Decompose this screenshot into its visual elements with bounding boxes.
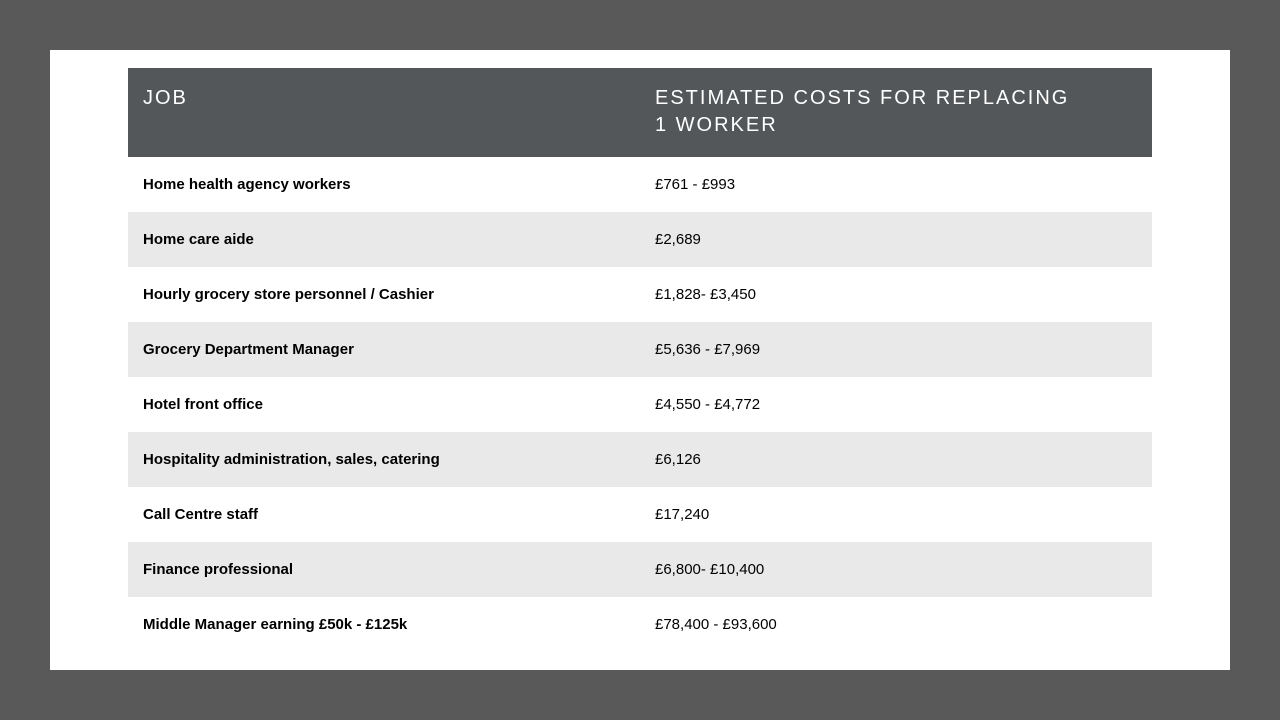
header-job: JOB: [143, 87, 188, 109]
job-cell: Hospitality administration, sales, catering: [143, 451, 440, 468]
table-row: [128, 542, 1152, 597]
job-cell: Middle Manager earning £50k - £125k: [143, 616, 408, 633]
job-cell: Grocery Department Manager: [143, 341, 354, 358]
cost-cell: £1,828- £3,450: [655, 286, 756, 303]
cost-cell: £4,550 - £4,772: [655, 396, 761, 413]
job-cell: Hotel front office: [143, 396, 263, 413]
job-cell: Call Centre staff: [143, 506, 259, 523]
table-row: [128, 212, 1152, 267]
job-cell: Home health agency workers: [143, 176, 351, 193]
table-row: [128, 487, 1152, 542]
job-cell: Hourly grocery store personnel / Cashier: [143, 286, 434, 303]
cost-cell: £5,636 - £7,969: [655, 341, 761, 358]
job-cell: Finance professional: [143, 561, 294, 578]
table-row: [128, 322, 1152, 377]
table-header: [128, 68, 1152, 157]
table-row: [128, 597, 1152, 652]
table-row: [128, 157, 1152, 212]
table-row: [128, 432, 1152, 487]
table-row: [128, 267, 1152, 322]
cost-cell: £2,689: [655, 231, 701, 248]
header-cost: ESTIMATED COSTS FOR REPLACING 1 WORKER: [655, 87, 1070, 136]
slide: [50, 50, 1230, 670]
cost-cell: £17,240: [655, 506, 710, 523]
job-cell: Home care aide: [143, 231, 254, 248]
cost-cell: £6,800- £10,400: [655, 561, 765, 578]
cost-cell: £78,400 - £93,600: [655, 616, 777, 633]
cost-table: [128, 68, 1152, 652]
cost-cell: £6,126: [655, 451, 701, 468]
table-row: [128, 377, 1152, 432]
cost-cell: £761 - £993: [655, 176, 736, 193]
